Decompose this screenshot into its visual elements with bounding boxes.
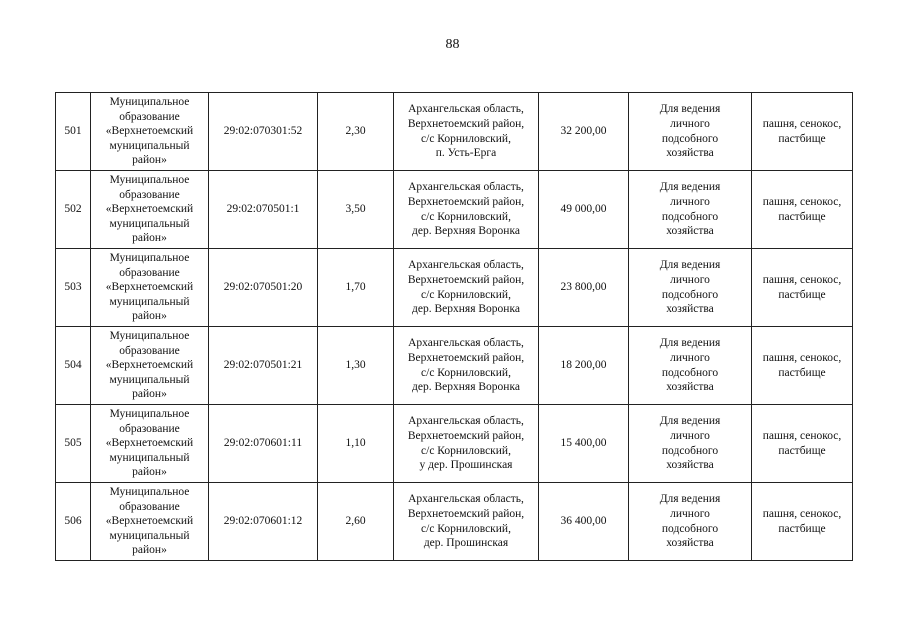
owner-line: «Верхнетоемский (105, 437, 194, 450)
address-line: у дер. Прошинская (419, 459, 513, 472)
row-number-cell: 506 (56, 483, 91, 561)
permitted-use-cell (629, 405, 752, 483)
land-use-line: пашня, сенокос, (762, 351, 842, 364)
land-use-cell (752, 171, 853, 249)
land-use-line: пашня, сенокос, (762, 195, 842, 208)
owner-line: «Верхнетоемский (105, 125, 194, 138)
table-row (56, 405, 853, 483)
table-body (56, 93, 853, 561)
land-use-cell (752, 483, 853, 561)
cadastral-number-cell: 29:02:070301:52 (209, 93, 318, 171)
permitted-use-line: подсобного (661, 366, 719, 379)
address-line: Архангельская область, (408, 181, 524, 194)
address-line: с/с Корниловский, (421, 210, 511, 223)
address-cell (394, 327, 539, 405)
address-line: Архангельская область, (408, 415, 524, 428)
cadastral-value-cell: 32 200,00 (539, 93, 629, 171)
owner-line: район» (132, 388, 167, 401)
land-use-cell (752, 405, 853, 483)
cadastral-value-cell: 18 200,00 (539, 327, 629, 405)
owner-line: «Верхнетоемский (105, 515, 194, 528)
owner-cell (91, 405, 209, 483)
area-cell: 1,70 (318, 249, 394, 327)
permitted-use-line: личного (670, 507, 710, 520)
owner-line: «Верхнетоемский (105, 203, 194, 216)
owner-line: район» (132, 310, 167, 323)
owner-line: образование (119, 422, 180, 435)
owner-line: Муниципальное (109, 408, 190, 421)
permitted-use-cell (629, 249, 752, 327)
cadastral-number-cell: 29:02:070601:11 (209, 405, 318, 483)
owner-cell (91, 327, 209, 405)
permitted-use-line: подсобного (661, 210, 719, 223)
address-line: дер. Верхняя Воронка (412, 303, 520, 316)
permitted-use-line: Для ведения (659, 103, 721, 116)
address-line: Верхнетоемский район, (407, 351, 525, 364)
land-use-cell (752, 327, 853, 405)
row-number-cell: 504 (56, 327, 91, 405)
owner-cell (91, 93, 209, 171)
area-cell: 2,60 (318, 483, 394, 561)
cadastral-number-cell: 29:02:070501:20 (209, 249, 318, 327)
address-line: с/с Корниловский, (421, 132, 511, 145)
permitted-use-line: хозяйства (666, 381, 714, 394)
owner-line: муниципальный (109, 295, 190, 308)
owner-line: образование (119, 500, 180, 513)
address-line: дер. Прошинская (423, 537, 509, 550)
owner-line: Муниципальное (109, 96, 190, 109)
land-use-cell (752, 93, 853, 171)
address-cell (394, 405, 539, 483)
cadastral-number-cell: 29:02:070601:12 (209, 483, 318, 561)
address-line: Верхнетоемский район, (407, 507, 525, 520)
owner-line: муниципальный (109, 373, 190, 386)
permitted-use-cell (629, 327, 752, 405)
table-row (56, 483, 853, 561)
land-use-line: пастбище (778, 522, 826, 535)
owner-line: район» (132, 232, 167, 245)
land-use-line: пастбище (778, 288, 826, 301)
permitted-use-line: личного (670, 351, 710, 364)
address-line: дер. Верхняя Воронка (412, 225, 520, 238)
owner-line: образование (119, 110, 180, 123)
owner-line: образование (119, 188, 180, 201)
owner-line: Муниципальное (109, 252, 190, 265)
address-line: с/с Корниловский, (421, 444, 511, 457)
land-registry-table (55, 92, 853, 561)
area-cell: 1,30 (318, 327, 394, 405)
cadastral-value-cell: 15 400,00 (539, 405, 629, 483)
address-line: Верхнетоемский район, (407, 117, 525, 130)
table-row (56, 171, 853, 249)
permitted-use-line: личного (670, 117, 710, 130)
land-use-line: пастбище (778, 132, 826, 145)
permitted-use-line: Для ведения (659, 259, 721, 272)
page-number: 88 (445, 37, 460, 52)
owner-line: Муниципальное (109, 330, 190, 343)
owner-line: образование (119, 344, 180, 357)
address-line: п. Усть-Ерга (435, 147, 497, 160)
permitted-use-line: хозяйства (666, 147, 714, 160)
table-row (56, 249, 853, 327)
permitted-use-line: личного (670, 273, 710, 286)
permitted-use-line: личного (670, 195, 710, 208)
permitted-use-cell (629, 93, 752, 171)
land-use-line: пашня, сенокос, (762, 507, 842, 520)
land-use-cell (752, 249, 853, 327)
owner-line: район» (132, 154, 167, 167)
address-cell (394, 93, 539, 171)
owner-line: «Верхнетоемский (105, 359, 194, 372)
cadastral-value-cell: 49 000,00 (539, 171, 629, 249)
permitted-use-line: Для ведения (659, 337, 721, 350)
permitted-use-line: подсобного (661, 132, 719, 145)
permitted-use-line: хозяйства (666, 303, 714, 316)
address-cell (394, 171, 539, 249)
owner-line: Муниципальное (109, 486, 190, 499)
table-row (56, 93, 853, 171)
address-line: Архангельская область, (408, 259, 524, 272)
permitted-use-line: подсобного (661, 522, 719, 535)
owner-line: район» (132, 544, 167, 557)
address-line: дер. Верхняя Воронка (412, 381, 520, 394)
permitted-use-line: подсобного (661, 288, 719, 301)
permitted-use-line: хозяйства (666, 459, 714, 472)
address-line: Верхнетоемский район, (407, 195, 525, 208)
land-use-line: пашня, сенокос, (762, 429, 842, 442)
owner-line: муниципальный (109, 451, 190, 464)
owner-line: муниципальный (109, 139, 190, 152)
address-line: Архангельская область, (408, 103, 524, 116)
owner-cell (91, 171, 209, 249)
table-row (56, 327, 853, 405)
land-use-line: пашня, сенокос, (762, 117, 842, 130)
address-line: с/с Корниловский, (421, 288, 511, 301)
cadastral-number-cell: 29:02:070501:1 (209, 171, 318, 249)
address-line: с/с Корниловский, (421, 366, 511, 379)
owner-line: «Верхнетоемский (105, 281, 194, 294)
owner-line: образование (119, 266, 180, 279)
permitted-use-cell (629, 171, 752, 249)
owner-line: Муниципальное (109, 174, 190, 187)
land-use-line: пастбище (778, 366, 826, 379)
owner-line: муниципальный (109, 217, 190, 230)
address-cell (394, 483, 539, 561)
owner-line: муниципальный (109, 529, 190, 542)
row-number-cell: 501 (56, 93, 91, 171)
land-use-line: пастбище (778, 210, 826, 223)
address-cell (394, 249, 539, 327)
permitted-use-line: Для ведения (659, 181, 721, 194)
land-use-line: пашня, сенокос, (762, 273, 842, 286)
address-line: с/с Корниловский, (421, 522, 511, 535)
address-line: Архангельская область, (408, 493, 524, 506)
permitted-use-line: хозяйства (666, 225, 714, 238)
address-line: Верхнетоемский район, (407, 273, 525, 286)
cadastral-value-cell: 36 400,00 (539, 483, 629, 561)
area-cell: 2,30 (318, 93, 394, 171)
owner-cell (91, 249, 209, 327)
permitted-use-line: Для ведения (659, 493, 721, 506)
permitted-use-line: личного (670, 429, 710, 442)
row-number-cell: 503 (56, 249, 91, 327)
owner-cell (91, 483, 209, 561)
land-use-line: пастбище (778, 444, 826, 457)
area-cell: 1,10 (318, 405, 394, 483)
cadastral-value-cell: 23 800,00 (539, 249, 629, 327)
row-number-cell: 505 (56, 405, 91, 483)
permitted-use-cell (629, 483, 752, 561)
cadastral-number-cell: 29:02:070501:21 (209, 327, 318, 405)
permitted-use-line: подсобного (661, 444, 719, 457)
permitted-use-line: Для ведения (659, 415, 721, 428)
address-line: Архангельская область, (408, 337, 524, 350)
row-number-cell: 502 (56, 171, 91, 249)
permitted-use-line: хозяйства (666, 537, 714, 550)
address-line: Верхнетоемский район, (407, 429, 525, 442)
owner-line: район» (132, 466, 167, 479)
area-cell: 3,50 (318, 171, 394, 249)
